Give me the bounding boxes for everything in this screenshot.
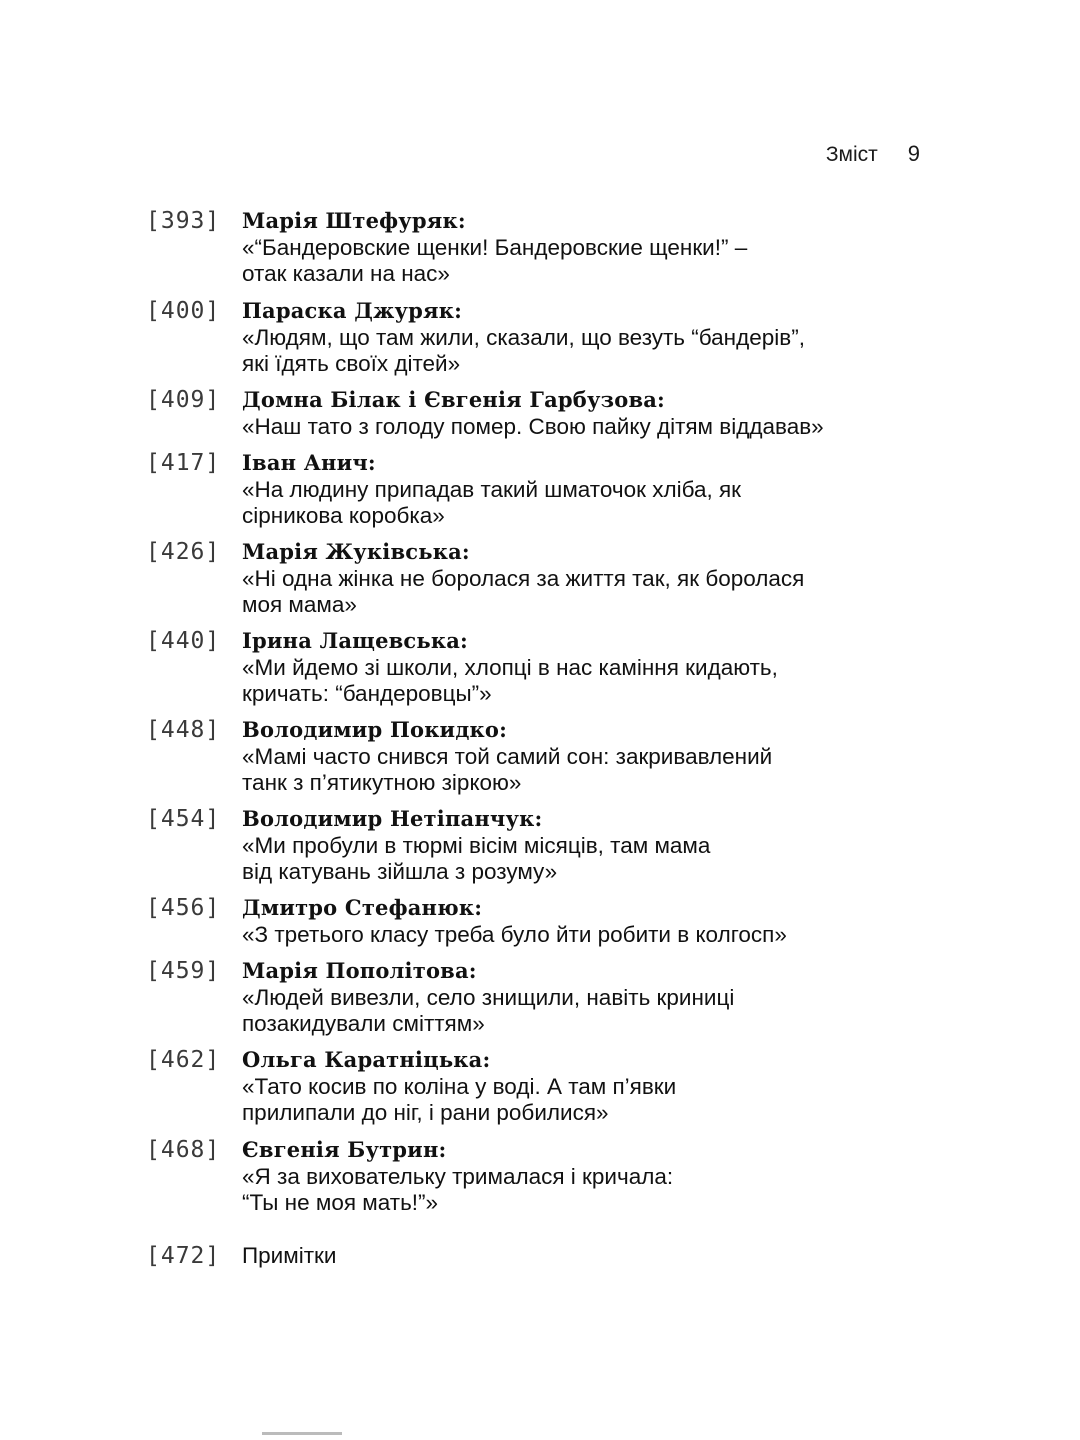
toc-entry[interactable]	[146, 806, 946, 895]
toc-entry-name: Параска Джуряк:	[242, 298, 463, 323]
toc-entry-quote: «Ні одна жінка не боролася за життя так, як боролася моя мама»	[242, 565, 805, 617]
toc-entry-quote: «Тато косив по коліна у воді. А там п’явки прилипали до ніг, і рани робилися»	[242, 1073, 677, 1125]
toc-entry-quote: «З третього класу треба було йти робити в колгосп»	[242, 921, 787, 947]
toc-entry[interactable]	[146, 1137, 946, 1243]
toc-entry-quote: «Мамі часто снився той самий сон: закривавлений танк з п’ятикутною зіркою»	[242, 743, 773, 795]
toc-entry-name: Ольга Каратніцька:	[242, 1047, 491, 1072]
toc-entry-name: Марія Пополітова:	[242, 958, 477, 983]
toc-notes-label: Примітки	[242, 1243, 337, 1268]
toc-entry[interactable]	[146, 1047, 946, 1137]
page-number: 9	[907, 141, 920, 166]
running-head	[826, 141, 920, 167]
toc-page-number: [456]	[146, 895, 221, 921]
toc-entry-quote: «Я за виховательку трималася і кричала: “Ты не моя мать!”»	[242, 1163, 674, 1215]
toc-entry-name: Дмитро Стефанюк:	[242, 895, 483, 920]
scan-edge-mark	[262, 1432, 342, 1435]
toc-entry-name: Іван Анич:	[242, 450, 376, 475]
toc-page-number: [454]	[146, 806, 221, 832]
toc-entry-quote: «Людям, що там жили, сказали, що везуть “бандерів”, які їдять своїх дітей»	[242, 324, 805, 376]
toc-page-number: [468]	[146, 1137, 221, 1163]
toc-page-number: [393]	[146, 208, 221, 234]
toc-entry[interactable]	[146, 387, 946, 450]
toc-entry[interactable]	[146, 628, 946, 717]
toc-page-number: [448]	[146, 717, 221, 743]
toc-entry[interactable]	[146, 958, 946, 1047]
toc-page-number: [472]	[146, 1243, 221, 1269]
toc-entry-name: Марія Жуківська:	[242, 539, 470, 564]
toc-entry-quote: «Наш тато з голоду помер. Свою пайку дітям віддавав»	[242, 413, 824, 439]
section-title: Зміст	[825, 143, 878, 166]
toc-entry-name: Марія Штефуряк:	[242, 208, 466, 233]
toc-entry-quote: «“Бандеровские щенки! Бандеровские щенки!” – отак казали на нас»	[242, 234, 748, 286]
toc-entry[interactable]	[146, 895, 946, 958]
toc-entry-name: Домна Білак і Євгенія Гарбузова:	[242, 387, 666, 412]
table-of-contents	[146, 208, 946, 1273]
toc-entry-name: Євгенія Бутрин:	[242, 1137, 447, 1162]
toc-page-number: [440]	[146, 628, 221, 654]
toc-entry[interactable]	[146, 450, 946, 539]
toc-entry[interactable]	[146, 298, 946, 387]
toc-entry-name: Володимир Покидко:	[242, 717, 508, 742]
toc-entry[interactable]	[146, 717, 946, 806]
toc-page-number: [426]	[146, 539, 221, 565]
toc-entry[interactable]	[146, 208, 946, 298]
toc-entry-name: Ірина Лащевська:	[242, 628, 468, 653]
toc-entry-quote: «Людей вивезли, село знищили, навіть криниці позакидували сміттям»	[242, 984, 735, 1036]
toc-entry-quote: «Ми пробули в тюрмі вісім місяців, там мама від катувань зійшла з розуму»	[242, 832, 711, 884]
toc-page-number: [409]	[146, 387, 221, 413]
toc-page-number: [400]	[146, 298, 221, 324]
toc-entry-quote: «На людину припадав такий шматочок хліба, як сірникова коробка»	[242, 476, 741, 528]
toc-page-number: [462]	[146, 1047, 221, 1073]
toc-entry[interactable]	[146, 539, 946, 628]
toc-entry-quote: «Ми йдемо зі школи, хлопці в нас каміння кидають, кричать: “бандеровцы”»	[242, 654, 778, 706]
toc-entry-name: Володимир Нетіпанчук:	[242, 806, 543, 831]
toc-entry-notes[interactable]	[146, 1243, 946, 1273]
toc-page-number: [417]	[146, 450, 221, 476]
toc-page-number: [459]	[146, 958, 221, 984]
